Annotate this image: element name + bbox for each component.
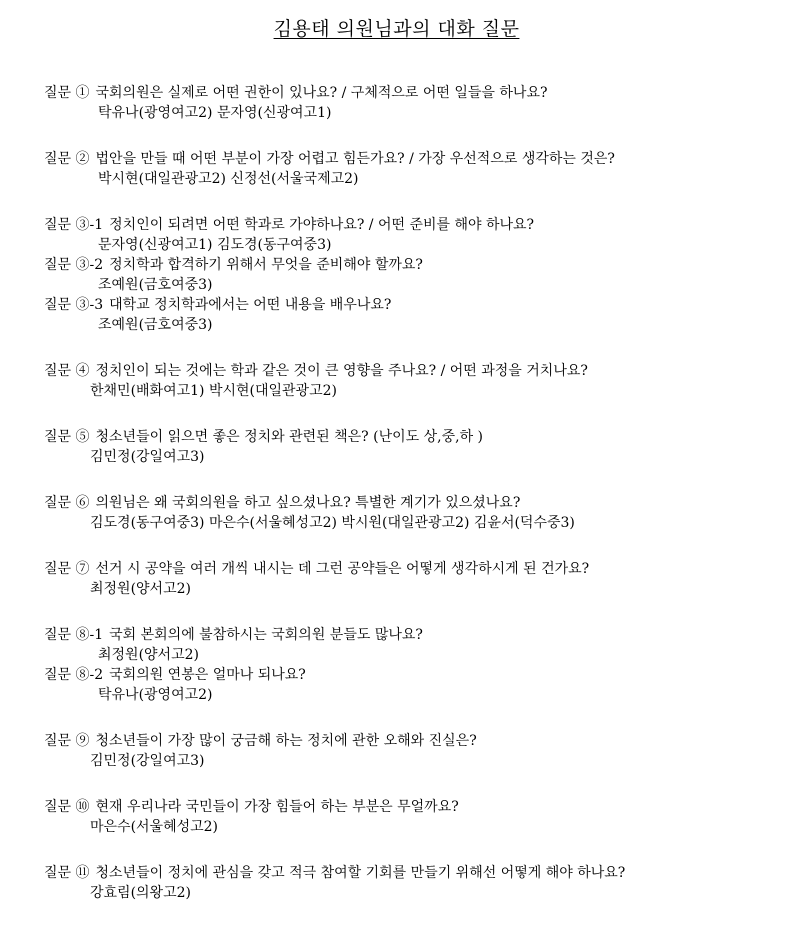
- question-group: [44, 560, 783, 600]
- question-text: 선거 시 공약을 여러 개씩 내시는 데 그런 공약들은 어떻게 생각하시게 된 건가요?: [95, 561, 590, 577]
- question-text: 의원님은 왜 국회의원을 하고 싶으셨나요? 특별한 계기가 있으셨나요?: [95, 495, 521, 511]
- question-line: [44, 732, 783, 751]
- question-group: [44, 150, 783, 190]
- question-authors: 마은수(서울혜성고2): [90, 819, 219, 835]
- document-title: 김용태 의원님과의 대화 질문: [273, 18, 520, 40]
- question-text: 청소년들이 정치에 관심을 갖고 적극 참여할 기회를 만들기 위해선 어떻게 해야 하나요?: [95, 865, 626, 881]
- question-item: [44, 150, 783, 190]
- question-item: [44, 626, 783, 666]
- question-label: 질문 ④: [44, 363, 90, 379]
- question-item: [44, 494, 783, 534]
- question-list: [44, 84, 783, 930]
- question-group: [44, 798, 783, 838]
- question-group: [44, 216, 783, 336]
- question-group: [44, 864, 783, 904]
- question-item: [44, 84, 783, 124]
- question-text: 국회의원은 실제로 어떤 권한이 있나요? / 구체적으로 어떤 일들을 하나요?: [95, 85, 548, 101]
- question-text: 국회의원 연봉은 얼마나 되나요?: [109, 667, 306, 683]
- question-line: [44, 150, 783, 169]
- question-line: [44, 428, 783, 447]
- question-label: 질문 ①: [44, 85, 90, 101]
- question-text: 정치인이 되려면 어떤 학과로 가야하나요? / 어떤 준비를 해야 하나요?: [109, 217, 535, 233]
- question-label: 질문 ⑤: [44, 429, 90, 445]
- question-line: [44, 666, 783, 685]
- question-authors: 김도경(동구여중3) 마은수(서울혜성고2) 박시원(대일관광고2) 김윤서(덕수중3): [90, 515, 575, 531]
- question-text: 법안을 만들 때 어떤 부분이 가장 어렵고 힘든가요? / 가장 우선적으로 생각하는 것은?: [95, 151, 615, 167]
- question-text: 대학교 정치학과에서는 어떤 내용을 배우나요?: [109, 297, 392, 313]
- question-group: [44, 732, 783, 772]
- question-label: 질문 ②: [44, 151, 90, 167]
- question-item: [44, 428, 783, 468]
- question-group: [44, 362, 783, 402]
- question-label: 질문 ③-1: [44, 217, 104, 233]
- question-label: 질문 ⑦: [44, 561, 90, 577]
- question-line: [44, 84, 783, 103]
- question-item: [44, 256, 783, 296]
- question-item: [44, 732, 783, 772]
- question-label: 질문 ⑧-2: [44, 667, 104, 683]
- question-authors: 탁유나(광영여고2): [98, 687, 213, 703]
- question-label: 질문 ⑨: [44, 733, 90, 749]
- question-line: [44, 864, 783, 883]
- question-label: 질문 ⑪: [44, 865, 90, 881]
- question-text: 정치인이 되는 것에는 학과 같은 것이 큰 영향을 주나요? / 어떤 과정을 거치나요?: [95, 363, 588, 379]
- question-authors: 강효림(의왕고2): [90, 885, 191, 901]
- question-item: [44, 296, 783, 336]
- question-group: [44, 626, 783, 706]
- question-line: [44, 256, 783, 275]
- question-item: [44, 798, 783, 838]
- question-authors: 김민정(강일여고3): [90, 753, 205, 769]
- question-authors: 박시현(대일관광고2) 신정선(서울국제고2): [98, 171, 359, 187]
- question-text: 정치학과 합격하기 위해서 무엇을 준비해야 할까요?: [109, 257, 423, 273]
- question-label: 질문 ⑥: [44, 495, 90, 511]
- question-group: [44, 428, 783, 468]
- question-label: 질문 ③-3: [44, 297, 104, 313]
- question-authors: 조예원(금호여중3): [98, 317, 213, 333]
- question-line: [44, 798, 783, 817]
- question-label: 질문 ⑧-1: [44, 627, 104, 643]
- question-group: [44, 84, 783, 124]
- question-authors: 김민정(강일여고3): [90, 449, 205, 465]
- question-item: [44, 216, 783, 256]
- question-line: [44, 626, 783, 645]
- question-authors: 조예원(금호여중3): [98, 277, 213, 293]
- question-item: [44, 864, 783, 904]
- question-label: 질문 ③-2: [44, 257, 104, 273]
- question-group: [44, 494, 783, 534]
- question-line: [44, 560, 783, 579]
- question-authors: 한채민(배화여고1) 박시현(대일관광고2): [90, 383, 337, 399]
- question-text: 국회 본회의에 불참하시는 국회의원 분들도 많나요?: [109, 627, 423, 643]
- question-text: 현재 우리나라 국민들이 가장 힘들어 하는 부분은 무얼까요?: [95, 799, 459, 815]
- question-text: 청소년들이 가장 많이 궁금해 하는 정치에 관한 오해와 진실은?: [95, 733, 477, 749]
- question-authors: 탁유나(광영여고2) 문자영(신광여고1): [98, 105, 332, 121]
- question-authors: 최정원(양서고2): [90, 581, 191, 597]
- question-authors: 최정원(양서고2): [98, 647, 199, 663]
- question-item: [44, 560, 783, 600]
- question-text: 청소년들이 읽으면 좋은 정치와 관련된 책은? (난이도 상,중,하 ): [95, 429, 484, 445]
- question-line: [44, 362, 783, 381]
- question-line: [44, 494, 783, 513]
- question-item: [44, 362, 783, 402]
- question-label: 질문 ⑩: [44, 799, 90, 815]
- question-line: [44, 296, 783, 315]
- question-line: [44, 216, 783, 235]
- question-item: [44, 666, 783, 706]
- question-authors: 문자영(신광여고1) 김도경(동구여중3): [98, 237, 332, 253]
